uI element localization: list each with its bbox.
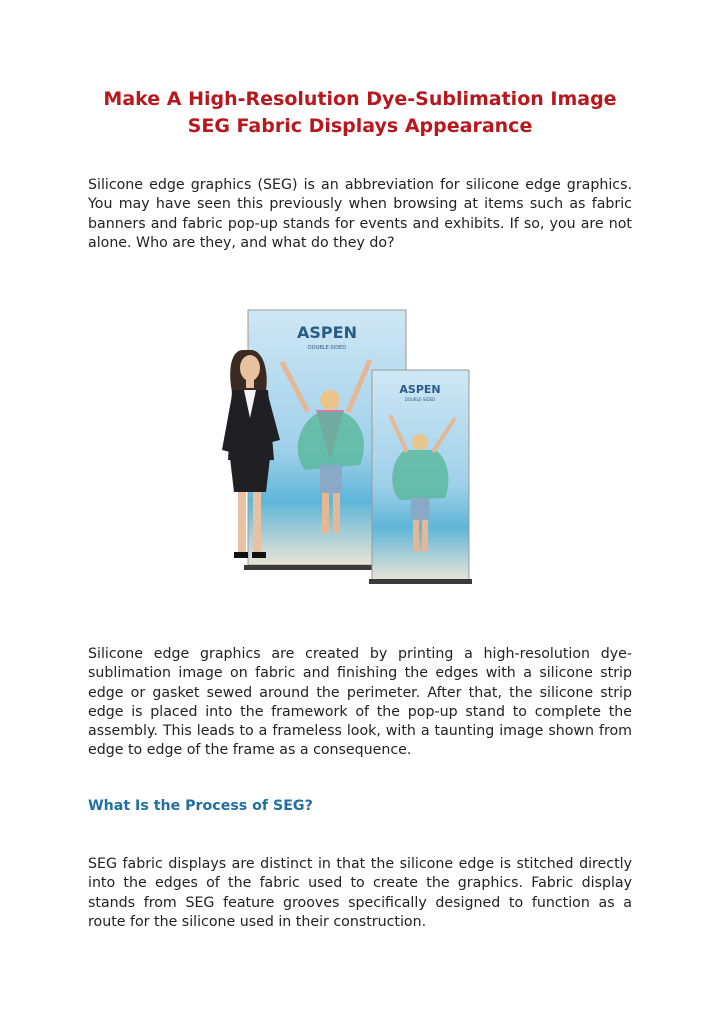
small-banner-sub: DOUBLE-SIDED — [404, 397, 436, 402]
small-banner-brand: ASPEN — [399, 383, 441, 396]
body-paragraph-3: SEG fabric displays are distinct in that the silicone edge is stitched directly into the edges of the fabric used to create the graphics. Fabric display stands from SEG feature grooves specifically designed to function as a route for the silicone used in their construction. — [88, 856, 632, 930]
section-heading: What Is the Process of SEG? — [88, 798, 313, 814]
seg-display-svg — [220, 300, 510, 590]
large-banner-brand: ASPEN — [297, 323, 357, 342]
page-title — [60, 86, 660, 140]
body-paragraph-2: Silicone edge graphics are created by printing a high-resolution dye-sublimation image on fabric and finishing the edges with a silicone strip edge or gasket sewed around the perimeter. After that, the silicone strip edge is placed into the framework of the pop-up stand to complete the assembly. This leads to a frameless look, with a taunting image shown from edge to edge of the frame as a consequence. — [88, 646, 632, 759]
small-banner — [369, 370, 472, 584]
large-banner-sub: DOUBLE-SIDED — [307, 345, 347, 351]
seg-display-illustration — [220, 300, 510, 590]
intro-paragraph: Silicone edge graphics (SEG) is an abbreviation for silicone edge graphics. You may have seen this previously when browsing at items such as fabric banners and fabric pop-up stands for events and exhibits. If so, you are not alone. Who are they, and what do they do? — [88, 177, 632, 251]
title-line-1: Make A High-Resolution Dye-Sublimation Image — [103, 88, 617, 110]
title-line-2: SEG Fabric Displays Appearance — [187, 115, 533, 137]
